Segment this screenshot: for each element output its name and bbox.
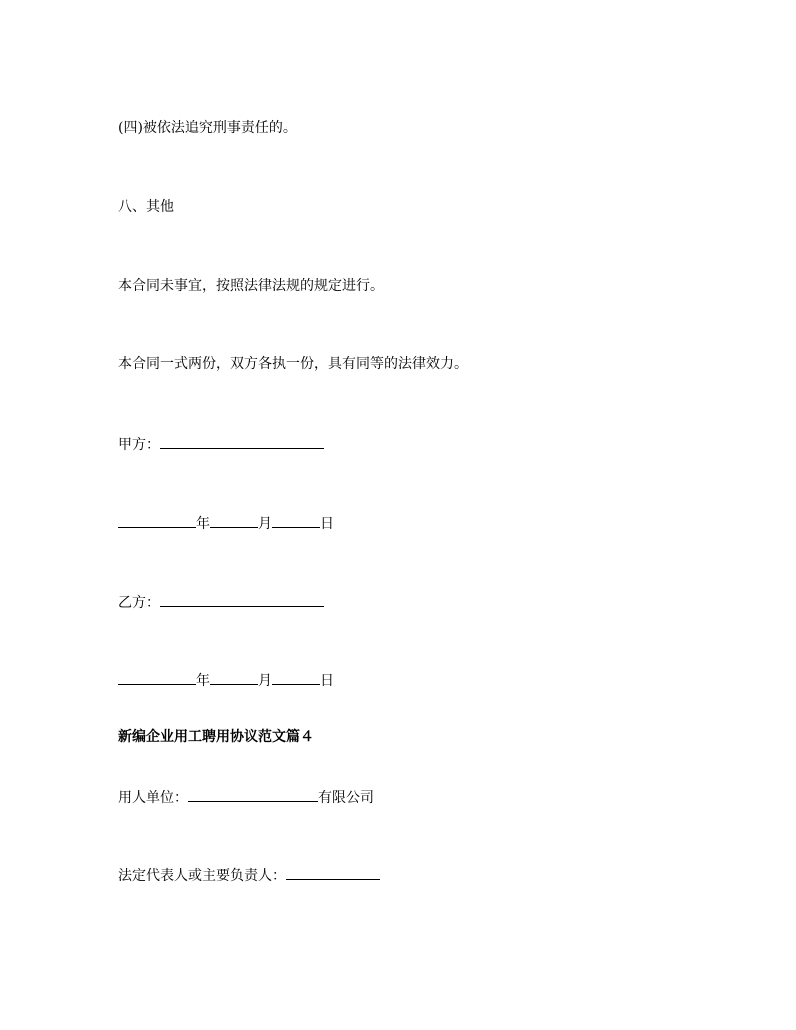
section-8-title: 八、其他: [118, 199, 174, 215]
party-b-blank: [160, 592, 324, 607]
legal-rep-label: 法定代表人或主要负责人：: [118, 868, 286, 884]
section-8-paragraph-1: 本合同未事宜，按照法律法规的规定进行。: [118, 278, 384, 294]
legal-rep-blank: [286, 865, 380, 880]
party-b-label: 乙方：: [118, 595, 160, 611]
party-b-year-blank: [118, 670, 196, 685]
section-8-paragraph-2: 本合同一式两份，双方各执一份，具有同等的法律效力。: [118, 356, 468, 372]
article-title: 新编企业用工聘用协议范文篇４: [118, 729, 314, 745]
employer-blank: [188, 787, 318, 802]
year-label: 年: [196, 673, 210, 689]
party-a-label: 甲方：: [118, 437, 160, 453]
party-b-day-blank: [272, 670, 320, 685]
party-a-date-line: [118, 513, 334, 533]
party-b-month-blank: [210, 670, 258, 685]
year-label: 年: [196, 516, 210, 532]
party-b-date-line: [118, 670, 334, 690]
clause-item-4: (四)被依法追究刑事责任的。: [118, 120, 297, 136]
party-a-month-blank: [210, 513, 258, 528]
month-label: 月: [258, 516, 272, 532]
employer-label: 用人单位：: [118, 790, 188, 806]
month-label: 月: [258, 673, 272, 689]
party-a-year-blank: [118, 513, 196, 528]
party-b-signature-line: [118, 592, 324, 612]
party-a-signature-line: [118, 434, 324, 454]
employer-line: [118, 787, 374, 807]
party-a-day-blank: [272, 513, 320, 528]
employer-suffix: 有限公司: [318, 790, 374, 806]
legal-representative-line: [118, 865, 380, 885]
day-label: 日: [320, 673, 334, 689]
party-a-blank: [160, 434, 324, 449]
day-label: 日: [320, 516, 334, 532]
